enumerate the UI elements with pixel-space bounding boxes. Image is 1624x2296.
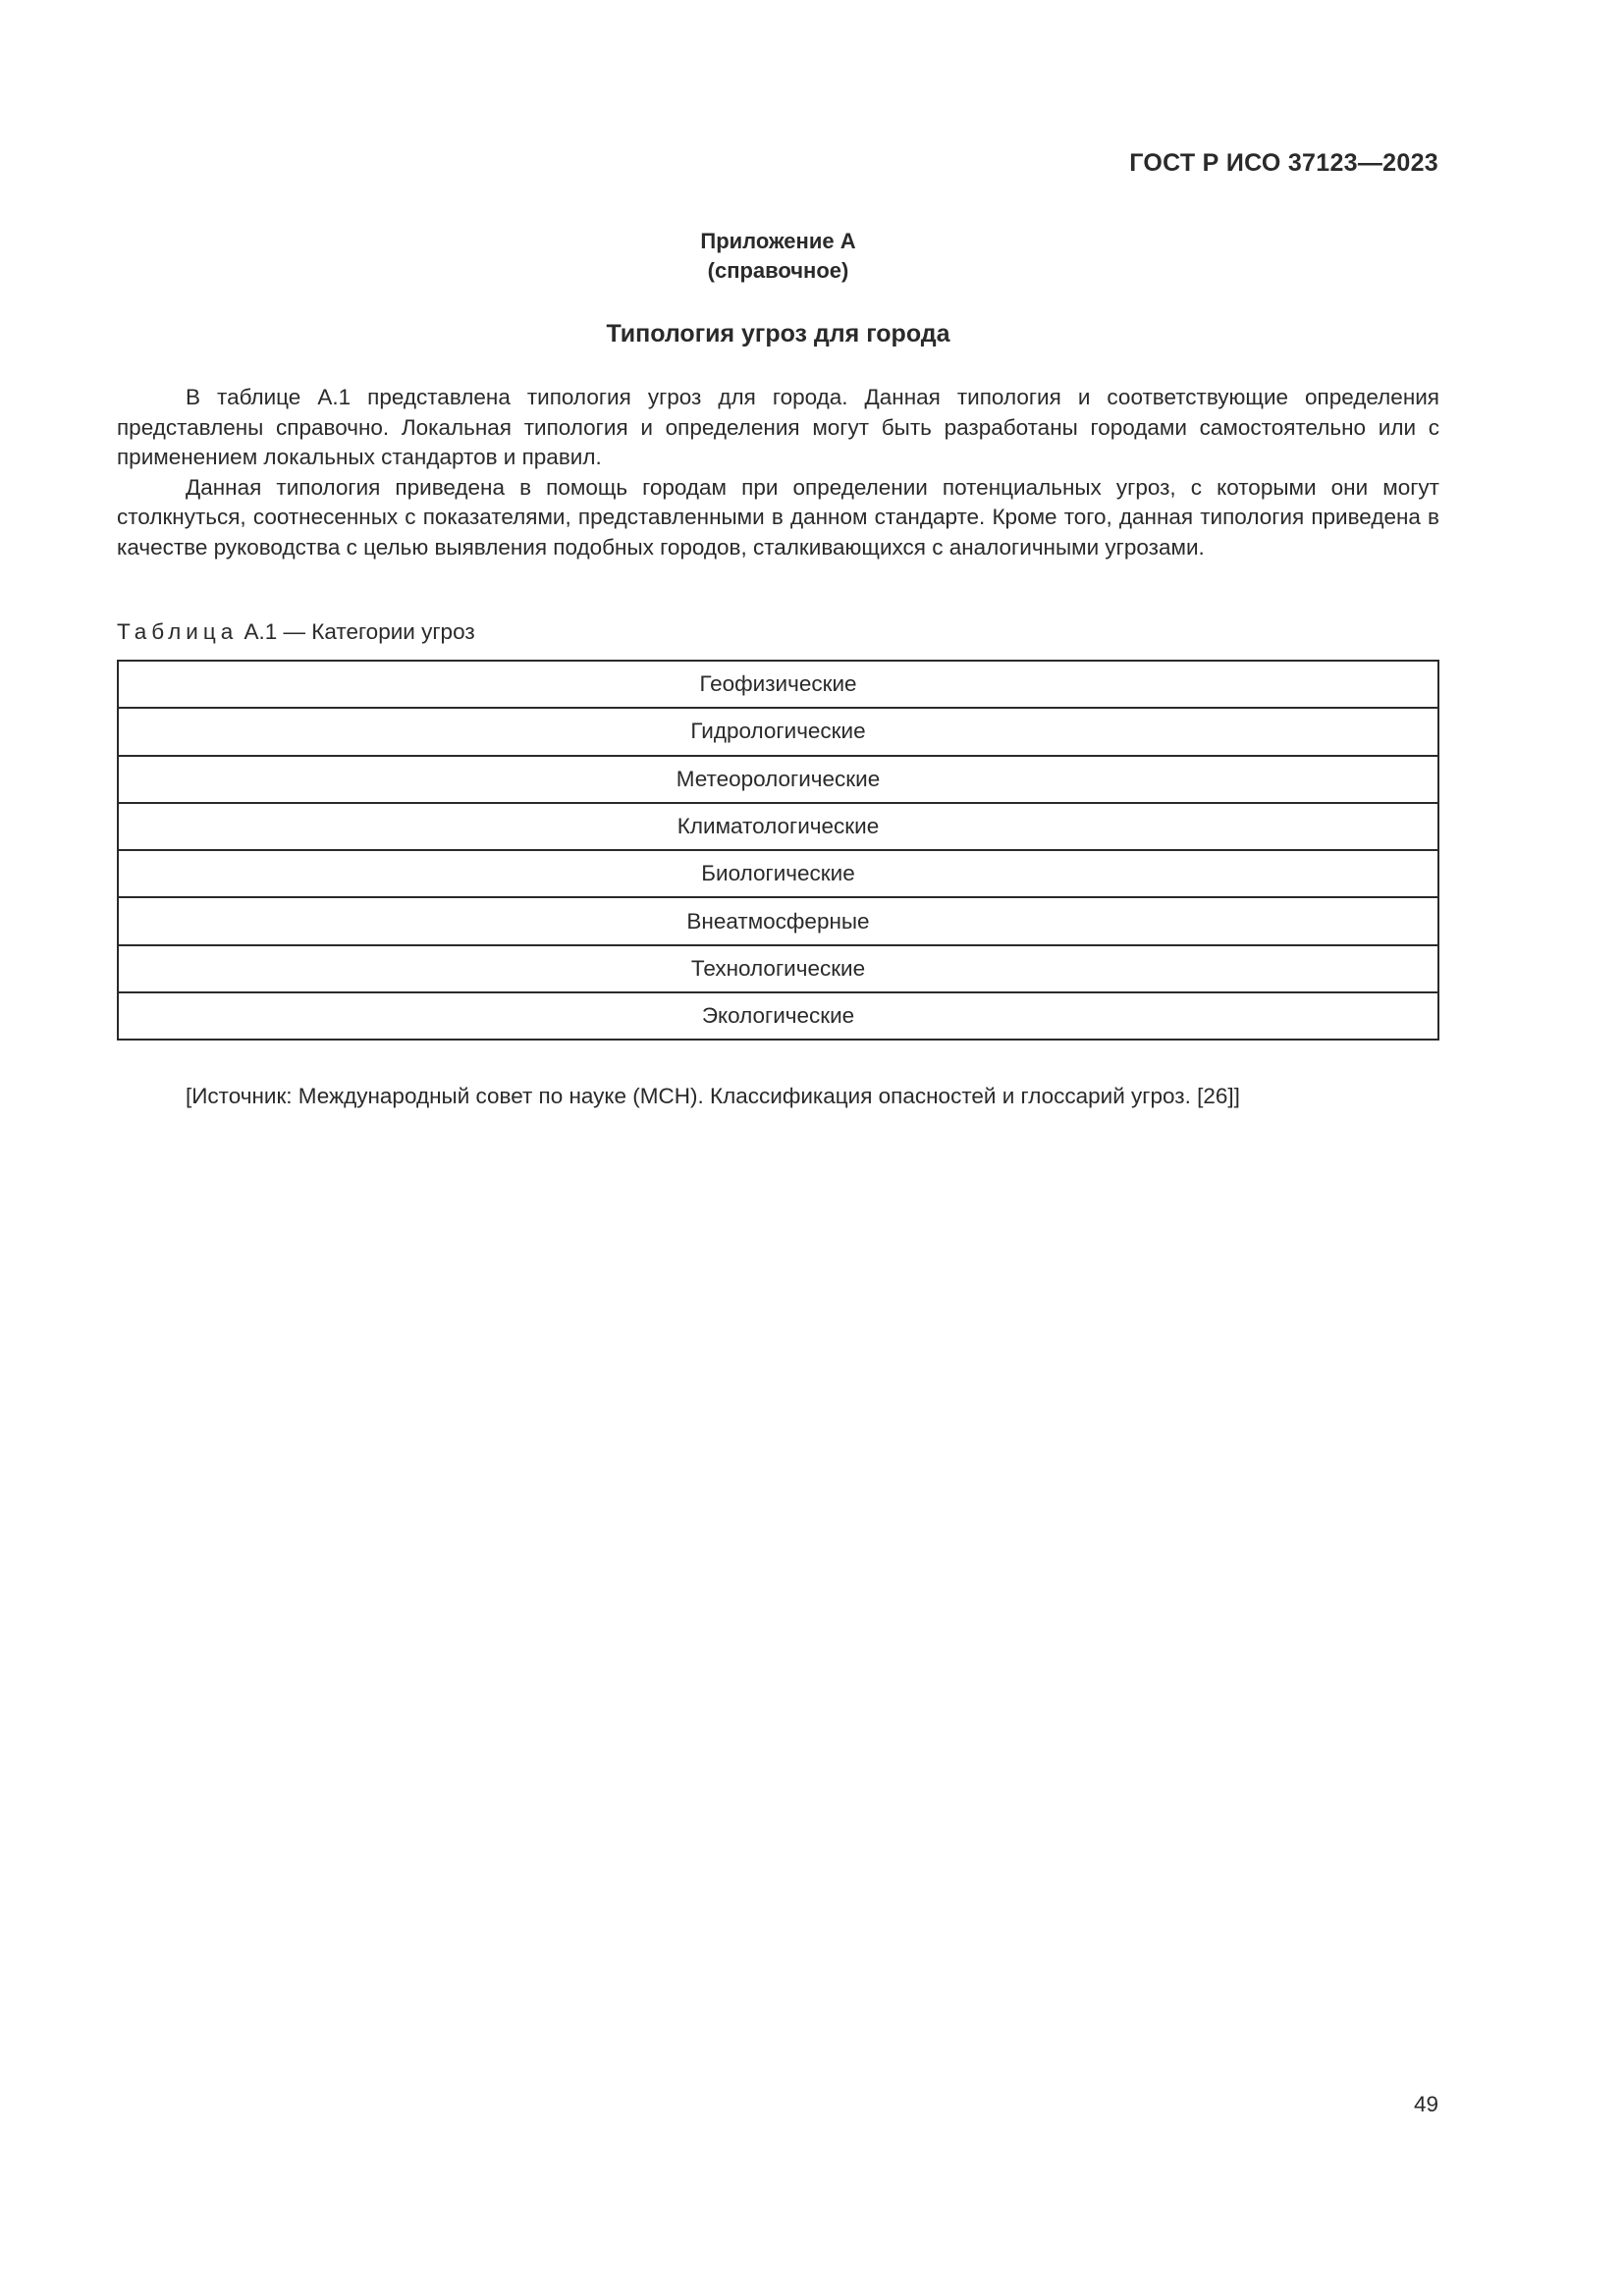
document-code: ГОСТ Р ИСО 37123—2023 (1129, 149, 1438, 177)
annex-label: Приложение А (700, 229, 856, 253)
table-cell: Метеорологические (118, 756, 1438, 803)
table-cell: Технологические (118, 945, 1438, 992)
annex-status: (справочное) (707, 258, 849, 283)
paragraph: Данная типология приведена в помощь городам при определении потенциальных угроз, с которыми они могут столкнуться, соотнесенных с показателями, представленными в данном стандарте. Кроме того, данная типология приведена в качестве руководства с целью выявления подобных городов, сталкивающихся с аналогичными угрозами. (117, 474, 1439, 560)
table-row (118, 897, 1438, 944)
table-caption (117, 619, 475, 645)
page-number: 49 (1413, 2092, 1438, 2116)
table-cell: Гидрологические (118, 708, 1438, 755)
table-cell: Внеатмосферные (118, 897, 1438, 944)
table-row (118, 661, 1438, 708)
table-caption-prefix: Таблица (117, 619, 239, 644)
table-row (118, 803, 1438, 850)
table-row (118, 992, 1438, 1040)
table-cell: Климатологические (118, 803, 1438, 850)
annex-title: Типология угроз для города (606, 320, 950, 347)
table-caption-text: А.1 — Категории угроз (244, 619, 475, 644)
body-text (117, 383, 1439, 562)
table-row (118, 945, 1438, 992)
table-row (118, 708, 1438, 755)
table-row (118, 756, 1438, 803)
threat-categories-table (117, 660, 1439, 1041)
table-cell: Геофизические (118, 661, 1438, 708)
table-cell: Экологические (118, 992, 1438, 1040)
table-row (118, 850, 1438, 897)
table-cell: Биологические (118, 850, 1438, 897)
source-note: [Источник: Международный совет по науке (МСН). Классификация опасностей и глоссарий угроз. [26]] (186, 1084, 1240, 1108)
annex-heading (0, 227, 1556, 286)
paragraph: В таблице А.1 представлена типология угроз для города. Данная типология и соответствующие определения представлены справочно. Локальная типология и определения могут быть разработаны городами самостоятельно или с применением локальных стандартов и правил. (117, 385, 1439, 469)
